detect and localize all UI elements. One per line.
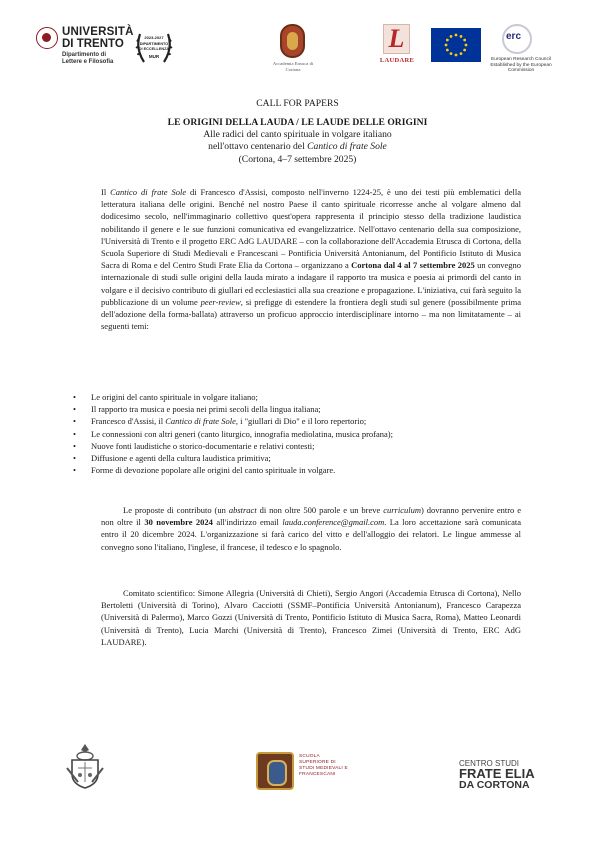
committee-paragraph: Comitato scientifico: Simone Allegria (Università di Chieti), Sergio Angori (Accademia Etrusca di Cortona), Nello Bertoletti (Università di Torino), Alvaro Cacciotti (SSMF–Pontificia Università Antonianum), Francesco Carapezza (Università di Palermo), Marco Gozzi (Università di Trento, Pontificio Istituto di Musica Sacra, Roma), Matteo Leonardi (Università di Trento), Lucia Marchi (Università di Trento), Francesco Zimei (Università di Trento, ERC AdG LAUDARE). — [101, 588, 521, 647]
contact-email-link[interactable]: lauda.conference@gmail.com — [282, 517, 385, 528]
eu-star-icon — [455, 54, 458, 57]
eu-star-icon — [450, 35, 453, 38]
excellence-badge — [134, 30, 174, 66]
eu-star-icon — [446, 39, 449, 42]
list-item: • Nuove fonti laudistiche o storico-documentarie e relativi contesti; — [73, 440, 513, 452]
etrusca-crest-icon — [280, 24, 305, 58]
intro-paragraph: Il Cantico di frate Sole di Francesco d'Assisi, composto nell'inverno 1224-25, è uno dei testi più emblematici della letteratura italiana delle origini. Benché nel nostro Paese il canto spirituale ricorresse anche al volgare almeno dal dodicesimo secolo, nell'immaginario collettivo quest'opera rappresenta il principio stesso della tradizione laudistica nobilitando il genere e le sue funzioni comunicativa ed evangelizzatrice. Nell'ottavo centenario della sua composizione, l'Università di Trento e il progetto ERC AdG LAUDARE – con la collaborazione dell'Accademia Etrusca di Cortona, della Scuola Superiore di Studi Medievali e Francescani – Pontificia Università Antonianum, del Pontificio Istituto di Musica Sacra di Roma e del Centro Studi Frate Elia da Cortona – organizzano a Cortona dal 4 al 7 settembre 2025 un convegno internazionale di studi sulle origini della lauda mirato a indagare il rapporto tra musica e poesia ai primordi del canto in volgare e il decisivo contributo di giullari ed ecclesiastici alla sua creazione e propagazione. L'iniziativa, cui farà seguito la pubblicazione di un volume peer-review, si prefigge di estendere la frontiera degli studi sul genere (possibilmente prima dell'adozione della forma-ballata) attraverso un proficuo approccio interdisciplinare intorno – ma non limitatamente – ai seguenti temi: — [101, 187, 522, 332]
subtitle: Alle radici del canto spirituale in volgare italiano — [203, 129, 392, 140]
eu-star-icon — [465, 44, 468, 47]
list-item: • Le origini del canto spirituale in volgare italiano; — [73, 391, 513, 403]
eu-star-icon — [460, 35, 463, 38]
eu-star-icon — [463, 49, 466, 52]
vatican-coat-of-arms — [64, 742, 106, 792]
list-item: • Il rapporto tra musica e poesia nei primi secoli della lingua italiana; — [73, 403, 513, 415]
laudare-letter: L — [388, 24, 405, 53]
eu-star-icon — [463, 39, 466, 42]
excellence-ministry: MUR — [148, 54, 160, 59]
erc-caption: European Research Council Established by the European Commission — [490, 57, 552, 73]
unitn-name-line2: DI TRENTO — [62, 38, 124, 50]
frate-elia-line2: FRATE ELIA — [459, 766, 535, 781]
eu-stars-icon — [431, 28, 481, 62]
unitn-logo — [36, 24, 134, 66]
eu-star-icon — [450, 52, 453, 55]
eu-star-icon — [455, 34, 458, 37]
unitn-seal-icon — [36, 27, 58, 49]
sismel-logo — [256, 752, 346, 792]
list-item: • Le connessioni con altri generi (canto liturgico, innografia mediolatina, musica profana); — [73, 428, 513, 440]
laudare-caption: LAUDARE — [379, 57, 415, 64]
eu-star-icon — [460, 52, 463, 55]
list-item: • Francesco d'Assisi, il Cantico di frate Sole, i "giullari di Dio" e il loro repertorio; — [73, 415, 513, 427]
frate-elia-logo — [459, 759, 539, 791]
excellence-line2: DI ECCELLENZA — [138, 47, 170, 51]
list-item: • Forme di devozione popolare alle origini del canto spirituale in volgare. — [73, 464, 513, 476]
list-item: • Diffusione e agenti della cultura laudistica primitiva; — [73, 452, 513, 464]
unitn-department: Dipartimento di Lettere e Filosofia — [62, 52, 114, 65]
page-title: LE ORIGINI DELLA LAUDA / LE LAUDE DELLE ORIGINI — [167, 117, 428, 128]
frate-elia-line3: DA CORTONA — [459, 779, 530, 791]
papal-coat-of-arms-icon — [64, 742, 106, 792]
sismel-name: SCUOLA SUPERIORE DI STUDI MEDIEVALI E FRANCESCANI — [299, 754, 348, 777]
laudare-logo — [377, 24, 417, 68]
excellence-line1: DIPARTIMENTO — [139, 42, 169, 46]
event-dates: (Cortona, 4–7 settembre 2025) — [238, 154, 357, 165]
submission-paragraph: Le proposte di contributo (un abstract di non oltre 500 parole e un breve curriculum) dovranno pervenire entro e non oltre il 30 novembre 2024 all'indirizzo email lauda.conference@gmail.com. La loro accettazione sarà comunicata entro il 20 dicembre 2024. L'organizzazione si farà carico del vitto e dell'alloggio dei relatori. Le lingue ammesse al convegno sono l'italiano, l'inglese, il francese, il tedesco e lo spagnolo. — [101, 505, 522, 552]
unitn-name-line1: UNIVERSITÀ — [62, 26, 134, 38]
excellence-years: 2023-2027 — [144, 35, 164, 40]
eu-star-icon — [446, 49, 449, 52]
erc-logo — [486, 22, 556, 73]
eu-flag-logo — [431, 28, 481, 62]
accademia-etrusca-logo — [265, 24, 321, 74]
sismel-emblem-icon — [256, 752, 294, 790]
eu-star-icon — [445, 44, 448, 47]
kicker: CALL FOR PAPERS — [256, 98, 339, 109]
subtitle-centenary: nell'ottavo centenario del Cantico di frate Sole — [208, 141, 387, 152]
topics-list — [73, 391, 513, 476]
erc-mark: erc — [506, 31, 522, 42]
frate-elia-line1: CENTRO STUDI — [459, 759, 519, 768]
etrusca-caption: Accademia Etrusca di Cortona — [272, 61, 314, 72]
